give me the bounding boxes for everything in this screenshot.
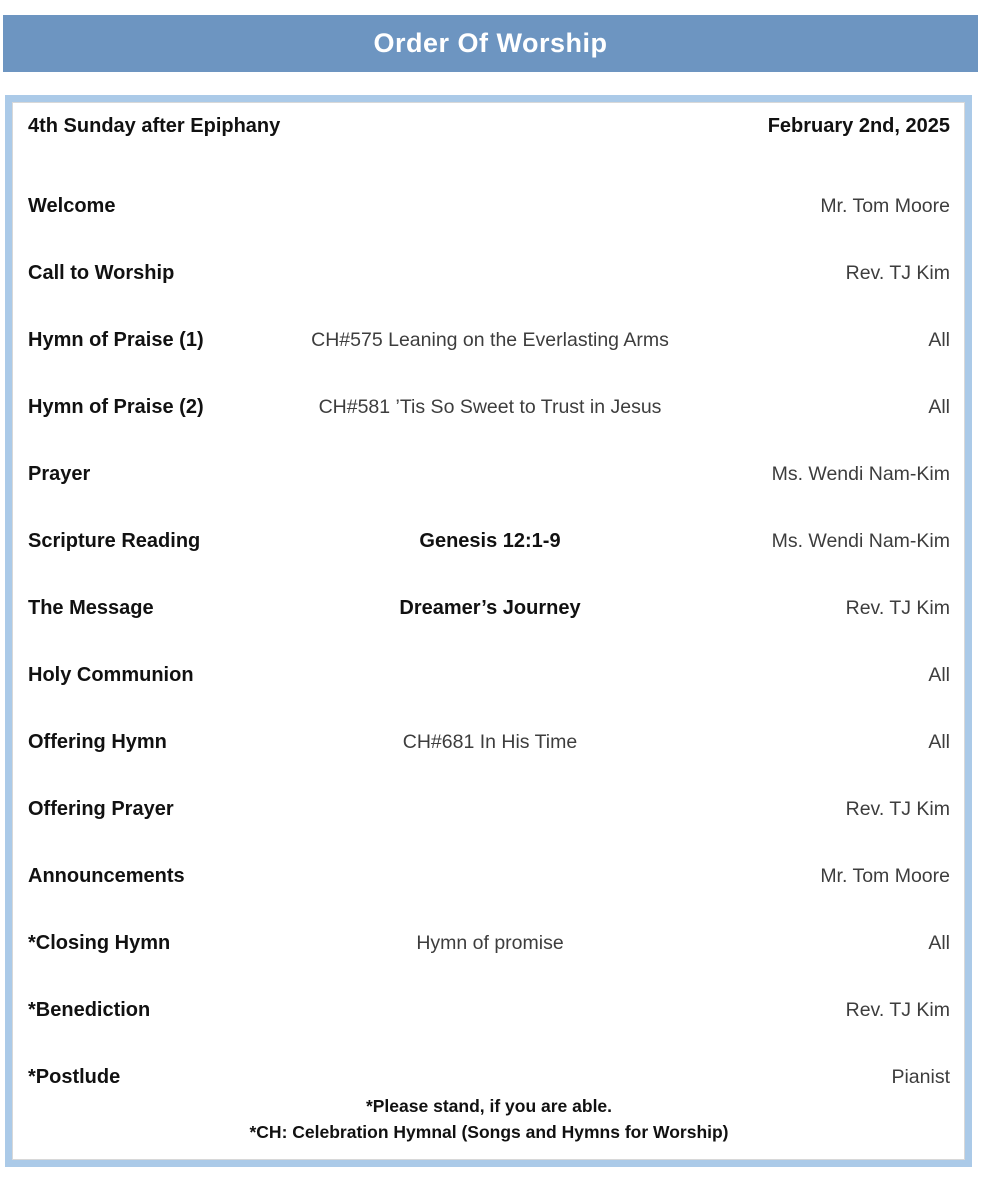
row-person: Ms. Wendi Nam-Kim (771, 529, 950, 552)
row-person: All (928, 931, 950, 954)
order-row (28, 1063, 950, 1091)
row-label: *Benediction (28, 998, 151, 1021)
row-person: Mr. Tom Moore (820, 194, 950, 217)
order-row (28, 661, 950, 689)
order-of-worship-box (5, 95, 972, 1167)
row-label: Holy Communion (28, 663, 194, 686)
row-person: All (928, 328, 950, 351)
row-person: All (928, 395, 950, 418)
row-person: Rev. TJ Kim (845, 797, 950, 820)
order-row (28, 795, 950, 823)
row-person: All (928, 663, 950, 686)
row-detail: Dreamer’s Journey (399, 596, 581, 619)
order-row (28, 862, 950, 890)
row-detail: CH#581 ’Tis So Sweet to Trust in Jesus (318, 395, 662, 418)
row-label: Announcements (28, 864, 185, 887)
order-row (28, 929, 950, 957)
row-label: Hymn of Praise (1) (28, 328, 204, 351)
date-row (28, 112, 950, 140)
title-banner (3, 15, 978, 72)
order-row (28, 460, 950, 488)
order-row (28, 393, 950, 421)
footnotes (28, 1093, 950, 1145)
order-row (28, 259, 950, 287)
row-person: Ms. Wendi Nam-Kim (771, 462, 950, 485)
order-row (28, 527, 950, 555)
service-date-label: February 2nd, 2025 (767, 114, 950, 137)
order-row (28, 996, 950, 1024)
order-rows (28, 192, 950, 1091)
row-person: Rev. TJ Kim (845, 998, 950, 1021)
page-title: Order Of Worship (373, 28, 608, 58)
footnote-hymnal-abbreviation: *CH: Celebration Hymnal (Songs and Hymns for Worship) (249, 1122, 729, 1142)
order-row (28, 326, 950, 354)
order-row (28, 192, 950, 220)
row-label: The Message (28, 596, 154, 619)
row-person: Pianist (891, 1065, 950, 1088)
row-person: Mr. Tom Moore (820, 864, 950, 887)
footnote-please-stand: *Please stand, if you are able. (365, 1096, 613, 1116)
row-label: Welcome (28, 194, 116, 217)
row-label: Hymn of Praise (2) (28, 395, 204, 418)
row-label: Prayer (28, 462, 91, 485)
row-person: Rev. TJ Kim (845, 596, 950, 619)
row-person: Rev. TJ Kim (845, 261, 950, 284)
row-label: Scripture Reading (28, 529, 201, 552)
row-person: All (928, 730, 950, 753)
row-detail: CH#575 Leaning on the Everlasting Arms (311, 328, 669, 351)
sunday-name-label: 4th Sunday after Epiphany (28, 114, 281, 137)
row-detail: Genesis 12:1-9 (419, 529, 561, 552)
row-label: Offering Hymn (28, 730, 167, 753)
row-label: Offering Prayer (28, 797, 174, 820)
order-row (28, 594, 950, 622)
order-row (28, 728, 950, 756)
row-detail: Hymn of promise (416, 931, 564, 954)
row-label: *Closing Hymn (28, 931, 171, 954)
row-label: *Postlude (28, 1065, 121, 1088)
row-label: Call to Worship (28, 261, 175, 284)
row-detail: CH#681 In His Time (402, 730, 578, 753)
